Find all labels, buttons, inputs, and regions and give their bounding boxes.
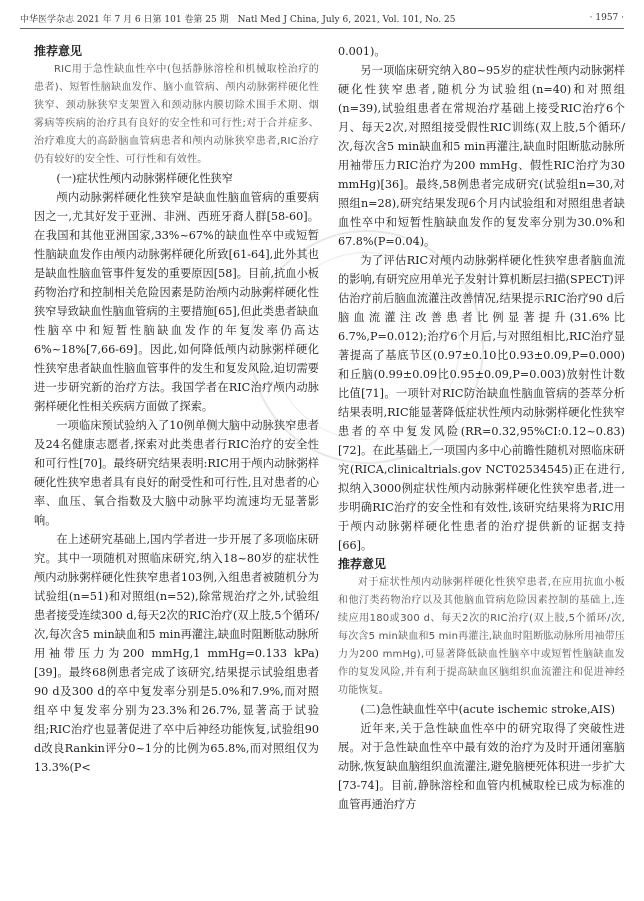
paragraph: 另一项临床研究纳入80~95岁的症状性颅内动脉粥样硬化性狭窄患者,随机分为试验组(n=40)和对照组(n=39),试验组患者在常规治疗基础上接受RIC治疗6个月、每天2次,对照组接受假性RIC训练(双上肢,5个循环/次,每次含5 min缺血和5 min再灌注,缺血时阻断肱动脉所用袖带压力RIC治疗为200 mmHg、假性RIC治疗为30 mmHg)[36]。最终,58例患者完成研究(试验组n=30,对照组n=28),研究结果发现6个月内试验组和对照组患者缺血性卒中和短暂性脑缺血发作的复发率分别为30.0%和67.8%(P=0.04)。 <box>338 64 625 248</box>
paragraph: 在上述研究基础上,国内学者进一步开展了多项临床研究。其中一项随机对照临床研究,纳入18~80岁的症状性颅内动脉粥样硬化性狭窄患者103例,入组患者被随机分为试验组(n=51)和对照组(n=52),除常规治疗之外,试验组患者接受连续300 d,每天2次的RIC治疗(双上肢,5个循环/次,每次含5 min缺血和5 min再灌注,缺血时阻断肱动脉所用袖带压力为200 mmHg,1 mmHg=0.133 kPa)[39]。最终68例患者完成了该研究,结果提示试验组患者90 d及300 d的卒中复发率分别是5.0%和7.9%,而对照组卒中复发率分别为23.3%和26.7%,显著高于试验组;RIC治疗也显著促进了卒中后神经功能恢复,试验组90 d改良Rankin评分0~1分的比例为65.8%,而对照组仅为13.3%(P< <box>34 533 319 774</box>
journal-citation: 中华医学杂志 2021 年 7 月 6 日第 101 卷第 25 期 Natl Med J China, July 6, 2021, Vol. 101, No. 25 <box>20 14 456 25</box>
recommendation-text: 对于症状性颅内动脉粥样硬化性狭窄患者,在应用抗血小板和他汀类药物治疗以及其他脑血管病危险因素控制的基础上,连续应用180或300 d、每天2次的RIC治疗(双上肢,5个循环/次,每次含5 min缺血和5 min再灌注,缺血时阻断肱动脉所用袖带压力为200 mmHg),可显著降低缺血性脑卒中或短暂性脑缺血发作的复发风险,并有利于提高缺血区脑组织血流灌注和促进神经功能恢复。 <box>338 577 625 696</box>
right-column <box>338 42 625 883</box>
paragraph: 近年来,关于急性缺血性卒中的研究取得了突破性进展。对于急性缺血性卒中最有效的治疗为及时开通闭塞脑动脉,恢复缺血脑组织血流灌注,避免脑梗死体积进一步扩大[73-74]。目前,静脉溶栓和血管内机械取栓已成为标准的血管再通治疗方 <box>338 722 625 811</box>
paragraph: 一项临床预试验纳入了10例单侧大脑中动脉狭窄患者及24名健康志愿者,探索对此类患者行RIC治疗的安全性和可行性[70]。最终研究结果表明:RIC用于颅内动脉粥样硬化性狭窄患者具有良好的耐受性和可行性,且对患者的心率、血压、氧合指数及大脑中动脉平均流速均无显著影响。 <box>34 419 319 527</box>
paragraph-continuation: 0.001)。 <box>338 45 386 58</box>
recommendation-heading: 推荐意见 <box>338 557 387 571</box>
paragraph: 颅内动脉粥样硬化性狭窄是缺血性脑血管病的重要病因之一,尤其好发于亚洲、非洲、西班牙裔人群[58-60]。在我国和其他亚洲国家,33%~67%的缺血性卒中或短暂性脑缺血发作由颅内动脉粥样硬化所致[61-64],此外其也是缺血性脑血管事件复发的重要原因[58]。目前,抗血小板药物治疗和控制相关危险因素是防治颅内动脉粥样硬化性狭窄导致缺血性脑血管病的主要措施[65],但此类患者缺血性脑卒中和短暂性脑缺血发作的年复发率仍高达6%~18%[7,66-69]。因此,如何降低颅内动脉粥样硬化性狭窄患者缺血性脑血管事件的发生和复发风险,迫切需要进一步研究新的治疗方法。我国学者在RIC治疗颅内动脉粥样硬化性相关疾病方面做了探索。 <box>34 191 319 413</box>
running-header <box>20 8 624 29</box>
paragraph: 为了评估RIC对颅内动脉粥样硬化性狭窄患者脑血流的影响,有研究应用单光子发射计算机断层扫描(SPECT)评估治疗前后脑血流灌注改善情况,结果提示RIC治疗90 d后脑血流灌注改善患者比例显著提升(31.6%比6.7%,P=0.012);治疗6个月后,与对照组相比,RIC治疗显著提高了基底节区(0.97±0.10比0.93±0.09,P=0.000)和丘脑(0.99±0.09比0.95±0.09,P=0.003)放射性计数比值[71]。一项针对RIC防治缺血性脑血管病的荟萃分析结果表明,RIC能显著降低症状性颅内动脉粥样硬化性狭窄患者的卒中复发风险(RR=0.32,95%CI:0.12~0.83)[72]。在此基础上,一项国内多中心前瞻性随机对照临床研究(RICA,clinicaltrials.gov NCT02534545)正在进行,拟纳入3000例症状性颅内动脉粥样硬化性狭窄患者,进一步明确RIC治疗的安全性和有效性,该研究结果将为RIC用于颅内动脉粥样硬化性患者的治疗提供新的证据支持[66]。 <box>338 254 625 552</box>
section-heading: (二)急性缺血性卒中(acute ischemic stroke,AIS) <box>360 703 616 716</box>
recommendation-text: RIC用于急性缺血性卒中(包括静脉溶栓和机械取栓治疗的患者)、短暂性脑缺血发作、脑小血管病、颅内动脉粥样硬化性狭窄、颈动脉狭窄支架置入和颈动脉内膜切除术围手术期、烟雾病等疾病的治疗具有良好的安全性和可行性;对于合并症多、治疗难度大的高龄脑血管病患者和颅内动脉狭窄患者,RIC治疗仍有较好的安全性、可行性和有效性。 <box>34 64 319 165</box>
page-number: · 1957 · <box>589 13 624 23</box>
section-heading: (一)症状性颅内动脉粥样硬化性狭窄 <box>56 172 233 185</box>
recommendation-heading: 推荐意见 <box>34 44 83 58</box>
left-column <box>34 42 319 883</box>
